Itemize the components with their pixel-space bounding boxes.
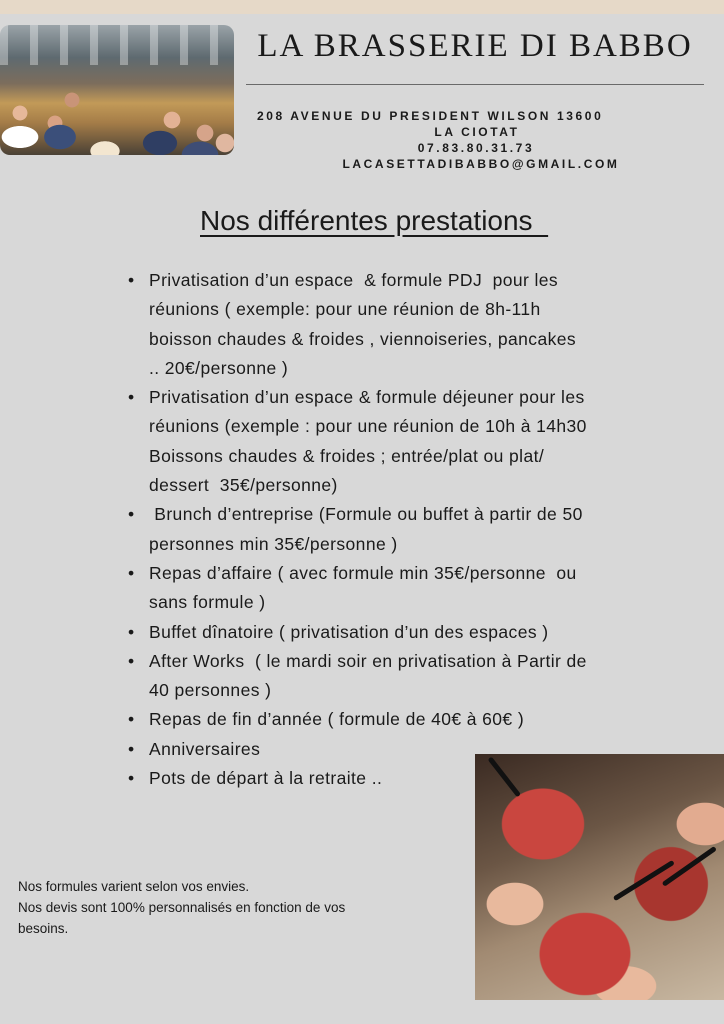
service-line: Privatisation d’un espace & formule déjeuner pour les <box>149 387 585 408</box>
service-item <box>128 618 658 647</box>
bullet-icon: • <box>128 768 135 789</box>
restaurant-group-photo <box>0 25 234 155</box>
service-item <box>128 559 658 618</box>
service-item <box>128 500 658 559</box>
service-item <box>128 705 658 734</box>
bullet-icon: • <box>128 621 135 642</box>
service-line: réunions (exemple : pour une réunion de 10h à 14h30 <box>149 416 587 437</box>
service-line: Repas de fin d’année ( formule de 40€ à 60€ ) <box>149 709 525 730</box>
city-text: LA CIOTAT <box>434 125 520 139</box>
bullet-icon: • <box>128 270 135 290</box>
title-divider <box>246 84 704 85</box>
bullet-icon: • <box>128 650 135 671</box>
service-line: Brunch d’entreprise (Formule ou buffet à partir de 50 <box>149 504 583 525</box>
section-heading: Nos différentes prestations <box>200 205 549 236</box>
contact-block <box>246 108 704 172</box>
services-list <box>128 266 658 793</box>
bullet-icon: • <box>128 709 135 730</box>
service-line: 40 personnes ) <box>149 680 272 701</box>
footer-note <box>18 876 458 939</box>
phone-text[interactable]: 07.83.80.31.73 <box>417 141 535 155</box>
service-line: .. 20€/personne ) <box>149 357 289 378</box>
service-item <box>128 647 658 706</box>
straw-decoration <box>488 756 521 797</box>
service-line: personnes min 35€/personne ) <box>149 533 398 554</box>
service-line: Boissons chaudes & froides ; entrée/plat ou plat/ <box>149 445 545 466</box>
footer-line: Nos devis sont 100% personnalisés en fonction de vos <box>18 900 346 915</box>
footer-line: besoins. <box>18 921 69 936</box>
bullet-icon: • <box>128 504 135 525</box>
service-line: boisson chaudes & froides , viennoiseries, pancakes <box>149 328 577 349</box>
service-line: Pots de départ à la retraite .. <box>149 768 383 789</box>
service-line: Repas d’affaire ( avec formule min 35€/personne ou <box>149 562 577 583</box>
service-item <box>128 266 658 383</box>
cocktails-photo <box>475 754 724 1000</box>
service-line: dessert 35€/personne) <box>149 475 338 496</box>
service-line: sans formule ) <box>149 592 266 613</box>
top-color-band <box>0 0 724 14</box>
service-line: réunions ( exemple: pour une réunion de 8h-11h <box>149 299 541 320</box>
address-text: 208 AVENUE DU PRESIDENT WILSON 13600 <box>257 109 604 123</box>
bullet-icon: • <box>128 387 135 408</box>
service-item <box>128 383 658 500</box>
bullet-icon: • <box>128 562 135 583</box>
service-line: After Works ( le mardi soir en privatisation à Partir de <box>149 650 587 671</box>
email-link[interactable]: LACASETTADIBABBO@GMAIL.COM <box>342 157 620 171</box>
service-line: Buffet dînatoire ( privatisation d’un des espaces ) <box>149 621 549 642</box>
footer-line: Nos formules varient selon vos envies. <box>18 879 250 894</box>
page-title: LA BRASSERIE DI BABBO <box>257 28 693 64</box>
service-line: Privatisation d’un espace & formule PDJ pour les <box>149 270 559 290</box>
service-line: Anniversaires <box>149 738 261 759</box>
ceiling-lights-decoration <box>0 25 234 65</box>
bullet-icon: • <box>128 738 135 759</box>
